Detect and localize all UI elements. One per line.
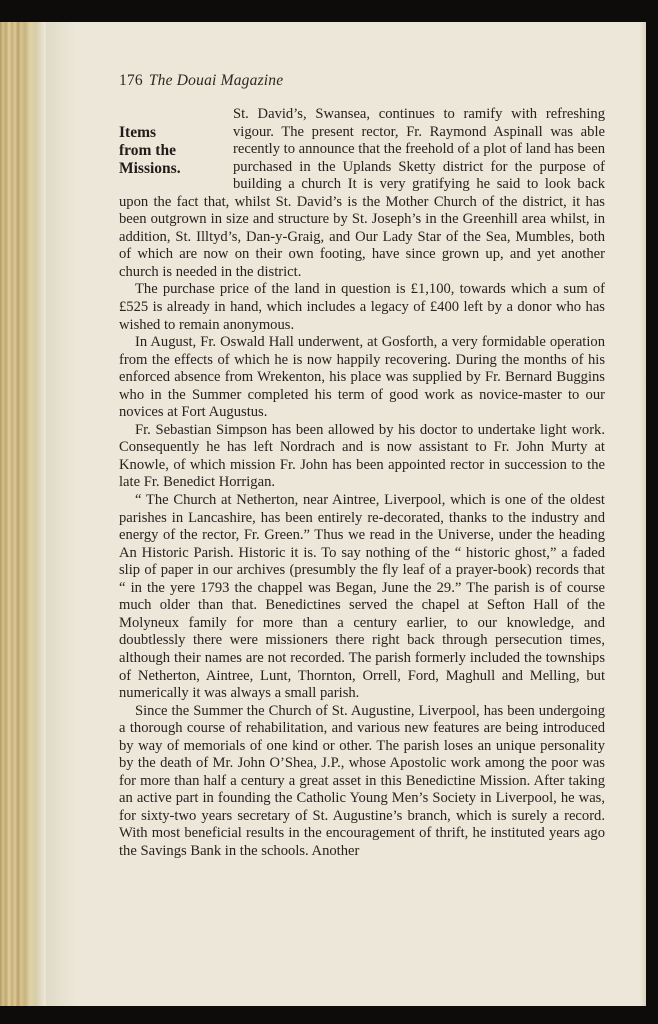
gutter-shadow <box>46 22 76 1006</box>
side-heading <box>119 124 231 178</box>
journal-title: The Douai Magazine <box>148 72 284 89</box>
side-heading-line-3: Missions. <box>119 159 181 177</box>
side-heading-line-1: Items <box>119 123 157 141</box>
article-body <box>119 106 605 861</box>
side-heading-line-2: from the <box>119 141 176 159</box>
paragraph-oswald-hall: In August, Fr. Oswald Hall underwent, at Gosforth, a very formidable operation from the effects of which he is now happily recovering. During the months of his enforced absence from Wrekenton, his place was supplied by Fr. Bernard Buggins who in the Summer completed his term of good work as novice-master to our novices at Fort Augustus. <box>119 334 605 421</box>
page-gutter <box>0 22 46 1006</box>
page-number: 176 <box>119 72 143 89</box>
page-edge <box>640 22 646 1006</box>
paragraph-sebastian-simpson: Fr. Sebastian Simpson has been allowed by his doctor to undertake light work. Consequently he has left Nordrach and is now assistant to Fr. John Murty at Knowle, of which mission Fr. John has been appointed rector in succession to the late Fr. Benedict Horrigan. <box>119 421 605 491</box>
paragraph-netherton: “ The Church at Netherton, near Aintree, Liverpool, which is one of the oldest parishes in Lancashire, has been entirely re-decorated, thanks to the industry and energy of the rector, Fr. Green.” Thus we read in the Universe, under the heading An Historic Parish. Historic it is. To say nothing of the “ historic ghost,” a faded slip of paper in our archives (presumbly the fly leaf of a prayer-book) records that “ in the yere 1793 the chappel was Began, June the 29.” The parish is of course much older than that. Benedictines served the chapel at Sefton Hall of the Molyneux family for more than a century earlier, to our knowledge, and doubtlessly there were missioners there right back through persecution times, although their names are not recorded. The parish formerly included the townships of Netherton, Aintree, Lunt, Thornton, Orrell, Ford, Maghull and Melling, but numerically it was always a small parish. <box>119 492 605 702</box>
paragraph-purchase-price: The purchase price of the land in question is £1,100, towards which a sum of £525 is already in hand, which includes a legacy of £400 left by a donor who has wished to remain anonymous. <box>119 281 605 333</box>
paragraph-st-augustine: Since the Summer the Church of St. Augustine, Liverpool, has been undergoing a thorough course of rehabilitation, and various new features are being introduced by way of memorials of one kind or other. The parish loses an unique personality by the death of Mr. John O’Shea, J.P., whose Apostolic work among the poor was for more than half a century a great asset in this Benedictine Mission. After taking an active part in founding the Catholic Young Men’s Society in Liverpool, he was, for sixty-two years secretary of St. Augustine’s branch, which is surely a record. With most beneficial results in the encouragement of thrift, he instituted years ago the Savings Bank in the schools. Another <box>119 702 605 859</box>
running-header <box>119 72 283 90</box>
paragraph-swansea: St. David’s, Swansea, continues to ramify with refreshing vigour. The present rector, Fr. Raymond Aspinall was able recently to announce that the freehold of a plot of land has been purchased in the Uplands Sketty district for the purpose of building a church It is very gratifying he said to look back upon the fact that, whilst St. David’s is the Mother Church of the district, it has been outgrown in size and structure by St. Joseph’s in the Greenhill area whilst, in addition, St. Illtyd’s, Dan-y-Graig, and Our Lady Star of the Sea, Mumbles, both of which are now on their own footing, have since grown up, and yet another church is needed in the district. <box>119 106 605 280</box>
